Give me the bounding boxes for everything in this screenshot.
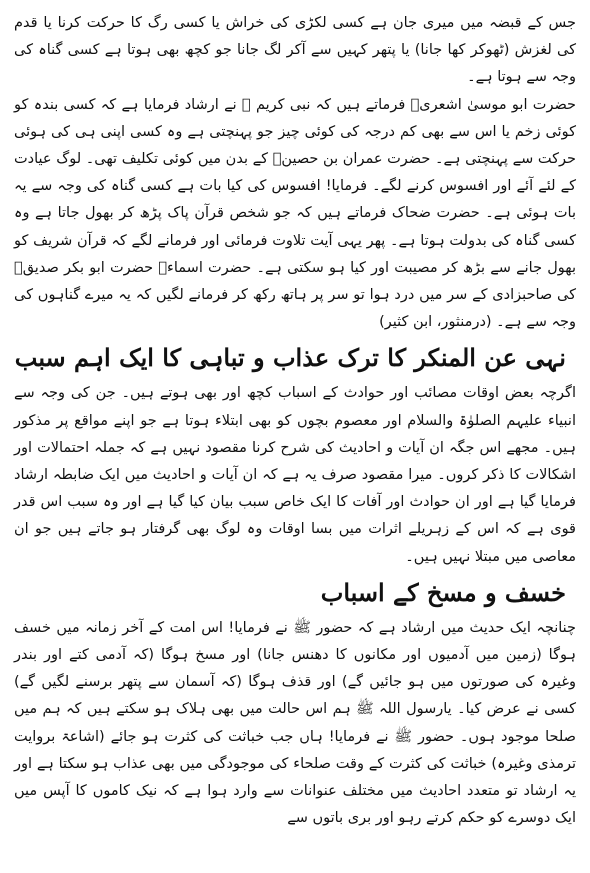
paragraph-companions-narrations: حضرت ابو موسیٰ اشعریؓ فرماتے ہیں کہ نبی کریم ﷺ نے ارشاد فرمایا ہے کہ کسی بندہ کو کوئی زخم یا اس سے بھی کم درجہ کی کوئی چیز جو پہنچتی ہے وہ کسی اپنی ہی کی ہوئی حرکت سے پہنچتی ہے۔ حضرت عمران بن حصینؓ کے بدن میں کوئی تکلیف تھی۔ لوگ عیادت کے لئے آئے اور افسوس کرنے لگے۔ فرمایا! افسوس کی کیا بات ہے کسی گناہ کی وجہ سے یہ بات ہوئی ہے۔ حضرت ضحاک فرماتے ہیں کہ جو شخص قرآن پاک پڑھ کر بھول جاتا ہے وہ کسی گناہ کی بدولت ہوتا ہے۔ پھر یہی آیت تلاوت فرمائی اور فرمانے لگے کہ قرآن شریف کو بھول جانے سے بڑھ کر مصیبت اور کیا ہو سکتی ہے۔ حضرت اسماءؓ حضرت ابو بکر صدیقؓ کی صاحبزادی کے سر میں درد ہوا تو سر پر ہاتھ رکھ کر فرمانے لگیں کہ یہ میرے گناہوں کی وجہ سے ہے۔ (درمنثور، ابن کثیر): [14, 96, 576, 331]
section-heading-nahi-anil-munkar: نہی عن المنکر کا ترک عذاب و تباہی کا ایک اہم سبب: [14, 343, 566, 373]
section-heading-khasf-maskh: خسف و مسخ کے اسباب: [320, 577, 566, 607]
paragraph-hadith-continuation: جس کے قبضہ میں میری جان ہے کسی لکڑی کی خراش یا کسی رگ کا حرکت کرنا یا قدم کی لغزش (ٹھوکر کھا جانا) یا پتھر کہیں سے آکر لگ جانا جو کچھ بھی ہوتا ہے کسی گناہ کی وجہ سے ہوتا ہے۔: [14, 15, 576, 86]
paragraph-khasf-hadith: چنانچہ ایک حدیث میں ارشاد ہے کہ حضور ﷺ نے فرمایا! اس امت کے آخر زمانہ میں خسف ہوگا (زمین میں آدمیوں اور مکانوں کا دھنس جانا) اور مسخ ہوگا (کہ آدمی کتے اور بندر وغیرہ کی صورتوں میں ہو جائیں گے) اور قذف ہوگا (کہ آسمان سے پتھر برسنے لگیں گے) کسی نے عرض کیا۔ یارسول اللہ ﷺ ہم اس حالت میں بھی ہلاک ہو سکتے ہیں کہ ہم میں صلحا موجود ہوں۔ حضور ﷺ نے فرمایا! ہاں جب خباثت کی کثرت ہو جائے (اشاعۃ بروایت ترمذی وغیرہ) خباثت کی کثرت کے وقت صلحاء کی موجودگی میں بھی عذاب ہو سکتا ہے اور یہ ارشاد تو متعدد احادیث میں مختلف عنوانات سے وارد ہوا ہے کہ نیک کاموں کا آپس میں ایک دوسرے کو حکم کرتے رہو اور بری باتوں سے: [14, 619, 576, 827]
paragraph-causes-of-calamities: اگرچہ بعض اوقات مصائب اور حوادث کے اسباب کچھ اور بھی ہوتے ہیں۔ جن کی وجہ سے انبیاء علیہم الصلوٰۃ والسلام اور معصوم بچوں کو بھی ابتلاء ہوتا ہے جو اپنے مواقع پر مذکور ہیں۔ مجھے اس جگہ ان آیات و احادیث کی شرح کرنا مقصود نہیں ہے کہ جملہ احتمالات اور اشکالات کا ذکر کروں۔ میرا مقصود صرف یہ ہے کہ ان آیات و احادیث میں ایک ضابطہ ارشاد فرمایا گیا ہے اور ان حوادث اور آفات کا ایک خاص سبب بیان کیا گیا ہے اور وہ سبب اس قدر قوی ہے کہ اس کے زہریلے اثرات میں بسا اوقات وہ لوگ بھی گرفتار ہو جاتے ہیں جو ان معاصی میں مبتلا نہیں ہیں۔: [14, 385, 576, 565]
